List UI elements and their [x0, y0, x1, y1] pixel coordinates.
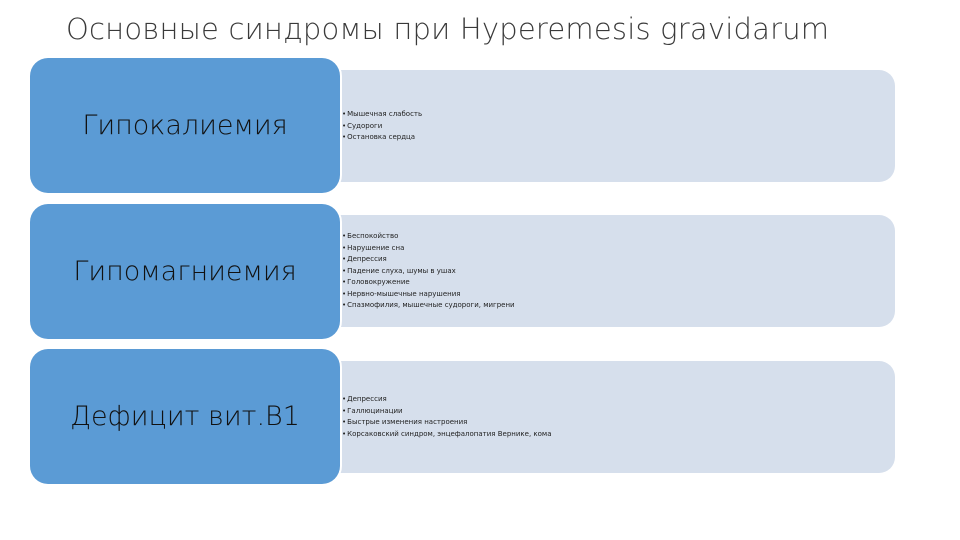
- symptom-item: • Галлюцинации: [342, 406, 551, 418]
- symptoms-list: [342, 109, 422, 144]
- symptom-item: • Депрессия: [342, 394, 551, 406]
- symptom-item: • Остановка сердца: [342, 132, 422, 144]
- symptoms-box: [310, 70, 895, 182]
- symptom-item: • Быстрые изменения настроения: [342, 417, 551, 429]
- symptom-item: • Падение слуха, шумы в ушах: [342, 265, 515, 277]
- symptom-item: • Мышечная слабость: [342, 109, 422, 121]
- symptom-item: • Депрессия: [342, 254, 515, 266]
- symptom-item: • Нарушение сна: [342, 242, 515, 254]
- symptom-item: • Спазмофилия, мышечные судороги, мигрени: [342, 300, 515, 312]
- slide-title: Основные синдромы при Hyperemesis gravidarum: [66, 12, 830, 46]
- symptoms-box: [310, 361, 895, 473]
- symptoms-list: [342, 394, 551, 440]
- syndrome-heading-box: [30, 349, 340, 484]
- symptom-item: • Судороги: [342, 120, 422, 132]
- syndrome-heading: Дефицит вит.В1: [70, 401, 300, 432]
- symptoms-box: [310, 215, 895, 327]
- symptom-item: • Корсаковский синдром, энцефалопатия Вернике, кома: [342, 429, 551, 441]
- syndrome-heading: Гипомагниемия: [73, 256, 297, 287]
- symptom-item: • Головокружение: [342, 277, 515, 289]
- syndrome-heading-box: [30, 58, 340, 193]
- syndrome-heading: Гипокалиемия: [82, 110, 288, 141]
- syndrome-heading-box: [30, 204, 340, 339]
- symptom-item: • Нервно-мышечные нарушения: [342, 288, 515, 300]
- symptoms-list: [342, 231, 515, 312]
- symptom-item: • Беспокойство: [342, 231, 515, 243]
